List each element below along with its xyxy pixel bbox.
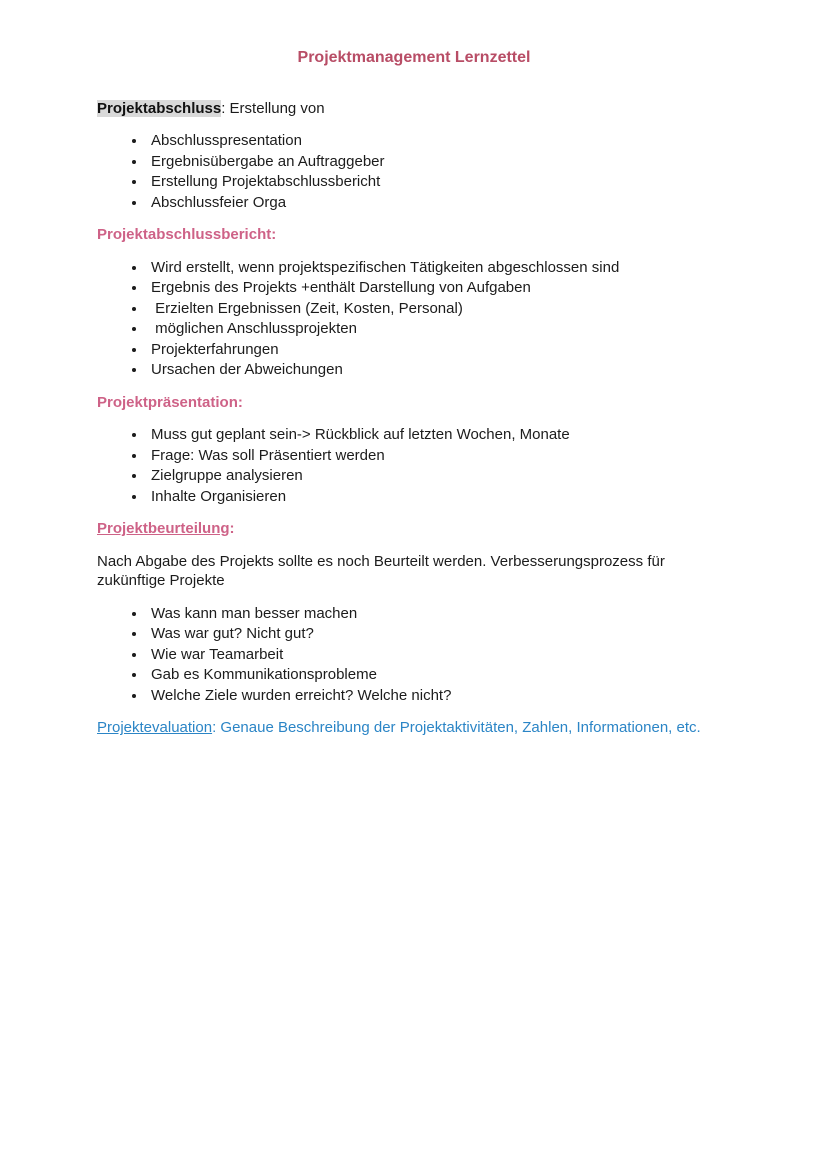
beurteilung-paragraph: Nach Abgabe des Projekts sollte es noch Beurteilt werden. Verbesserungsprozess für zukünftige Projekte — [97, 552, 665, 590]
section-heading-projektabschlussbericht — [97, 225, 731, 245]
list-item: • Ergebnis des Projekts +enthält Darstellung von Aufgaben — [147, 278, 731, 298]
list-item: • Wie war Teamarbeit — [147, 645, 731, 665]
projektabschluss-list — [97, 131, 731, 212]
list-item: • Gab es Kommunikationsprobleme — [147, 665, 731, 685]
list-item: • Projekterfahrungen — [147, 340, 731, 360]
projektevaluation-rest: : Genaue Beschreibung der Projektaktivitäten, Zahlen, Informationen, etc. — [212, 719, 701, 737]
list-item: • Was kann man besser machen — [147, 604, 731, 624]
list-item: • Ursachen der Abweichungen — [147, 360, 731, 380]
list-item: • Was war gut? Nicht gut? — [147, 624, 731, 644]
section-heading-text: Projektbeurteilung — [97, 520, 230, 538]
list-item: • Abschlussfeier Orga — [147, 193, 731, 213]
intro-paragraph — [97, 99, 731, 119]
projektabschlussbericht-list — [97, 258, 731, 380]
section-heading-colon: : — [271, 226, 277, 244]
intro-paragraph-rest: : Erstellung von — [221, 99, 325, 117]
list-item: • Wird erstellt, wenn projektspezifischen Tätigkeiten abgeschlossen sind — [147, 258, 731, 278]
projektevaluation-paragraph — [97, 718, 731, 738]
section-heading-colon: : — [229, 520, 235, 538]
list-item: • Muss gut geplant sein-> Rückblick auf letzten Wochen, Monate — [147, 425, 731, 445]
projektevaluation-term: Projektevaluation — [97, 719, 213, 737]
list-item: • Frage: Was soll Präsentiert werden — [147, 446, 731, 466]
list-item: • Zielgruppe analysieren — [147, 466, 731, 486]
list-item: • Erstellung Projektabschlussbericht — [147, 172, 731, 192]
projektpraesentation-list — [97, 425, 731, 506]
list-item: • Abschlusspresentation — [147, 131, 731, 151]
projektbeurteilung-list — [97, 604, 731, 706]
list-item: • Ergebnisübergabe an Auftraggeber — [147, 152, 731, 172]
section-heading-text: Projektpräsentation — [97, 393, 238, 411]
list-item: • möglichen Anschlussprojekten — [147, 319, 731, 339]
section-heading-projektbeurteilung — [97, 519, 731, 539]
document-title: Projektmanagement Lernzettel — [297, 49, 531, 66]
list-item: • Erzielten Ergebnissen (Zeit, Kosten, Personal) — [147, 299, 731, 319]
section-heading-colon: : — [237, 393, 243, 411]
list-item: • Welche Ziele wurden erreicht? Welche nicht? — [147, 686, 731, 706]
section-heading-text: Projektabschlussbericht — [97, 226, 272, 244]
list-item: • Inhalte Organisieren — [147, 487, 731, 507]
section-heading-projektpraesentation — [97, 393, 731, 413]
highlighted-term-projektabschluss: Projektabschluss — [97, 99, 222, 117]
